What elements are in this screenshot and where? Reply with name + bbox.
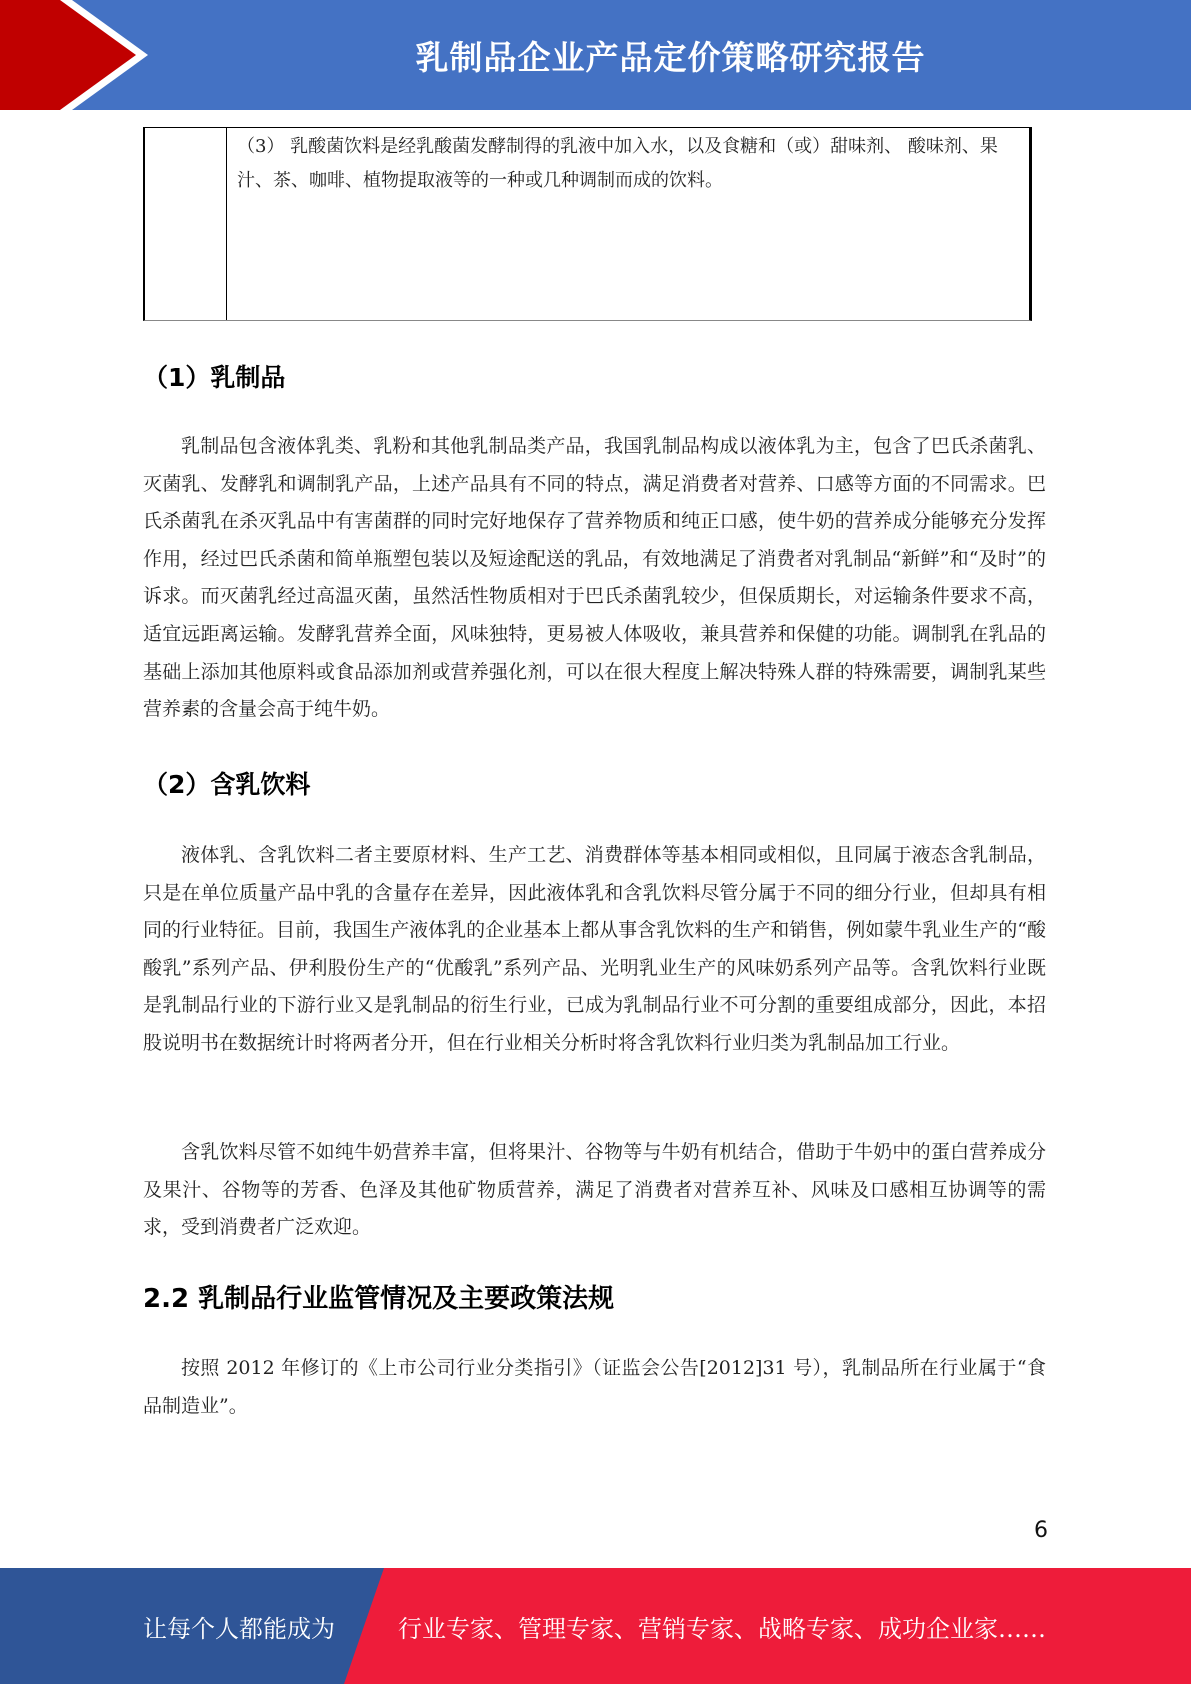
report-title: 乳制品企业产品定价策略研究报告 (415, 37, 926, 77)
paragraph-milk-beverages-1: 液体乳、含乳饮料二者主要原材料、生产工艺、消费群体等基本相同或相似，且同属于液态含乳制品，只是在单位质量产品中乳的含量存在差异，因此液体乳和含乳饮料尽管分属于不同的细分行业，但却具有相同的行业特征。目前，我国生产液体乳的企业基本上都从事含乳饮料的生产和销售，例如蒙牛乳业生产的“酸酸乳”系列产品、伊利股份生产的“优酸乳”系列产品、光明乳业生产的风味奶系列产品等。含乳饮料行业既是乳制品行业的下游行业又是乳制品的衍生行业，已成为乳制品行业不可分割的重要组成部分，因此，本招股说明书在数据统计时将两者分开，但在行业相关分析时将含乳饮料行业归类为乳制品加工行业。 (143, 844, 1046, 1054)
footer-slogan-right: 行业专家、管理专家、营销专家、战略专家、成功企业家…… (398, 1614, 1046, 1643)
paragraph-regulation: 按照 2012 年修订的《上市公司行业分类指引》（证监会公告[2012]31 号），乳制品所在行业属于“食品制造业”。 (143, 1357, 1046, 1417)
table-column-divider (226, 128, 227, 320)
page-number: 6 (1034, 1518, 1048, 1543)
section-heading-regulation: 2.2 乳制品行业监管情况及主要政策法规 (143, 1284, 615, 1314)
paragraph-milk-beverages-2: 含乳饮料尽管不如纯牛奶营养丰富，但将果汁、谷物等与牛奶有机结合，借助于牛奶中的蛋白营养成分及果汁、谷物等的芳香、色泽及其他矿物质营养，满足了消费者对营养互补、风味及口感相互协调等的需求，受到消费者广泛欢迎。 (143, 1141, 1046, 1239)
table-cell-text: （3） 乳酸菌饮料是经乳酸菌发酵制得的乳液中加入水，以及食糖和（或）甜味剂、 酸味剂、果汁、茶、咖啡、植物提取液等的一种或几种调制而成的饮料。 (237, 136, 998, 191)
section-heading-dairy-products: （1）乳制品 (143, 363, 286, 392)
footer-slogan-left: 让每个人都能成为 (143, 1614, 335, 1643)
continued-table (143, 127, 1032, 321)
paragraph-dairy-products: 乳制品包含液体乳类、乳粉和其他乳制品类产品，我国乳制品构成以液体乳为主，包含了巴氏杀菌乳、灭菌乳、发酵乳和调制乳产品，上述产品具有不同的特点，满足消费者对营养、口感等方面的不同需求。巴氏杀菌乳在杀灭乳品中有害菌群的同时完好地保存了营养物质和纯正口感，使牛奶的营养成分能够充分发挥作用，经过巴氏杀菌和简单瓶塑包装以及短途配送的乳品，有效地满足了消费者对乳制品“新鲜”和“及时”的诉求。而灭菌乳经过高温灭菌，虽然活性物质相对于巴氏杀菌乳较少，但保质期长，对运输条件要求不高，适宜远距离运输。发酵乳营养全面，风味独特，更易被人体吸收，兼具营养和保健的功能。调制乳在乳品的基础上添加其他原料或食品添加剂或营养强化剂，可以在很大程度上解决特殊人群的特殊需要，调制乳某些营养素的含量会高于纯牛奶。 (143, 435, 1046, 721)
page-footer (0, 1568, 1191, 1684)
section-heading-milk-beverages: （2）含乳饮料 (143, 770, 311, 799)
header-chevron-graphic (0, 0, 160, 110)
page-header (0, 0, 1191, 110)
